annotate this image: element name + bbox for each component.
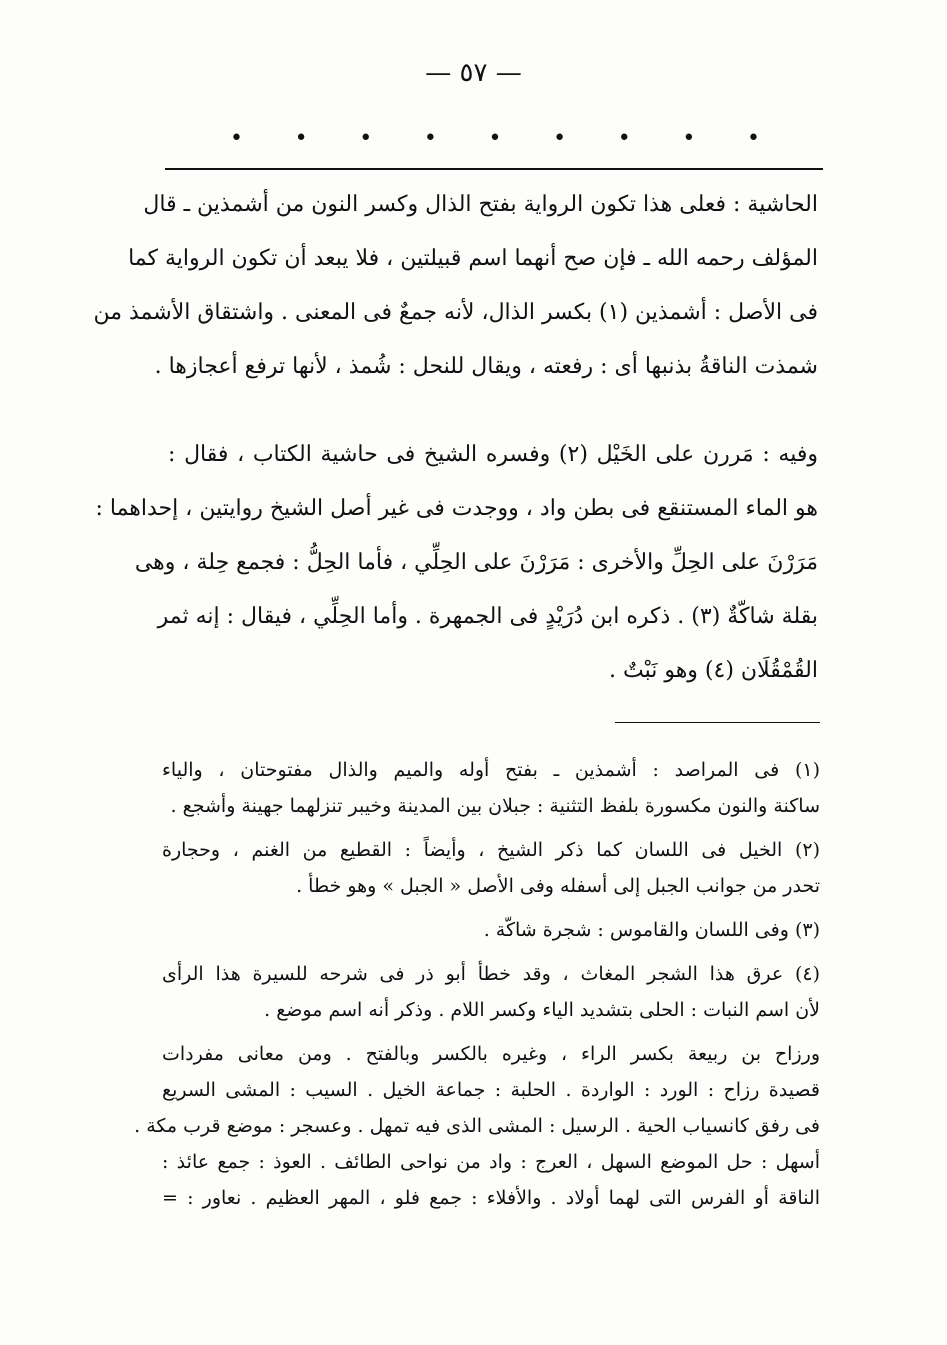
paragraph-2 (95, 428, 818, 698)
ornament-dot: • (294, 126, 308, 151)
footnote-line: الناقة أو الفرس التى لهما أولاد . والأفلاء : جمع فلو ، المهر العظيم . نعاور : = (162, 1187, 820, 1209)
ornament-dot: • (488, 126, 502, 151)
footnote-continuation (134, 1036, 820, 1216)
footnote-line: لأن اسم النبات : الحلى بتشديد الياء وكسر اللام . وذكر أنه اسم موضع . (264, 999, 820, 1021)
ornament-dot: • (553, 126, 567, 151)
footnote-line: فى رفق كانسياب الحية . الرسيل : المشى الذى فيه تمهل . وعسجر : موضع قرب مكة . (134, 1115, 820, 1137)
footnote-line: ورزاح بن ربيعة بكسر الراء ، وغيره بالكسر وبالفتح . ومن معانى مفردات (162, 1043, 820, 1065)
text-line: بقلة شاكّةٌ (٣) . ذكره ابن دُرَيْدٍ فى الجمهرة . وأما الحِلِّي ، فيقال : إنه ثمر (157, 604, 818, 629)
page-number: — ٥٧ — (425, 58, 522, 88)
footnote-line: أسهل : حل الموضع السهل ، العرج : واد من نواحى الطائف . العوذ : جمع عائذ : (162, 1151, 820, 1173)
footnote-line: (٣) وفى اللسان والقاموس : شجرة شاكّة . (483, 919, 820, 941)
paragraph-1 (93, 178, 818, 394)
text-line: القُمْقُلَان (٤) وهو نَبْتٌ . (609, 658, 818, 683)
ornament-dots (170, 128, 820, 150)
footnotes (134, 752, 820, 1216)
text-line: هو الماء المستنقع فى بطن واد ، ووجدت فى غير أصل الشيخ روايتين ، إحداهما : (95, 496, 818, 521)
footnote-line: تحدر من جوانب الجبل إلى أسفله وفى الأصل « الجبل » وهو خطأ . (296, 875, 820, 897)
ornament-dot: • (359, 126, 373, 151)
ornament-dot: • (747, 126, 760, 151)
text-line: فى الأصل : أشمذين (١) بكسر الذال، لأنه جمعٌ فى المعنى . واشتقاق الأشمذ من (93, 300, 818, 325)
footnote-line: قصيدة رزاح : الورد : الواردة . الحلبة : جماعة الخيل . السيب : المشى السريع (162, 1079, 820, 1101)
text-line: شمذت الناقةُ بذنبها أى : رفعته ، ويقال للنحل : شُمذ ، لأنها ترفع أعجازها . (154, 354, 818, 379)
footnote-line: (١) فى المراصد : أشمذين ـ بفتح أوله والميم والذال مفتوحتان ، والياء (162, 759, 820, 781)
ornament-dot: • (423, 126, 437, 151)
footnote-line: (٤) عرق هذا الشجر المغاث ، وقد خطأ أبو ذر فى شرحه للسيرة هذا الرأى (162, 963, 820, 985)
text-line: وفيه : مَررن على الخَيْل (٢) وفسره الشيخ فى حاشية الكتاب ، فقال : (168, 442, 818, 467)
footnote-divider (615, 722, 820, 723)
footnote-2 (162, 832, 820, 904)
ornament-dot: • (230, 126, 243, 151)
text-line: مَرَرْنَ على الحِلِّ والأخرى : مَرَرْنَ على الحِلِّي ، فأما الحِلُّ : فجمع حِلة ، وهى (134, 550, 818, 575)
footnote-4 (162, 956, 820, 1028)
text-line: المؤلف رحمه الله ـ فإن صح أنهما اسم قبيلتين ، فلا يبعد أن تكون الرواية كما (128, 246, 818, 271)
top-divider (165, 168, 823, 170)
footnote-1 (162, 752, 820, 824)
footnote-line: ساكنة والنون مكسورة بلفظ التثنية : جبلان بين المدينة وخيبر تنزلهما جهينة وأشجع . (170, 795, 820, 817)
text-line: الحاشية : فعلى هذا تكون الرواية بفتح الذال وكسر النون من أشمذين ـ قال (143, 192, 818, 217)
ornament-dot: • (682, 126, 696, 151)
footnote-3 (162, 912, 820, 948)
ornament-dot: • (617, 126, 631, 151)
footnote-line: (٢) الخيل فى اللسان كما ذكر الشيخ ، وأيضاً : القطيع من الغنم ، وحجارة (162, 839, 820, 861)
